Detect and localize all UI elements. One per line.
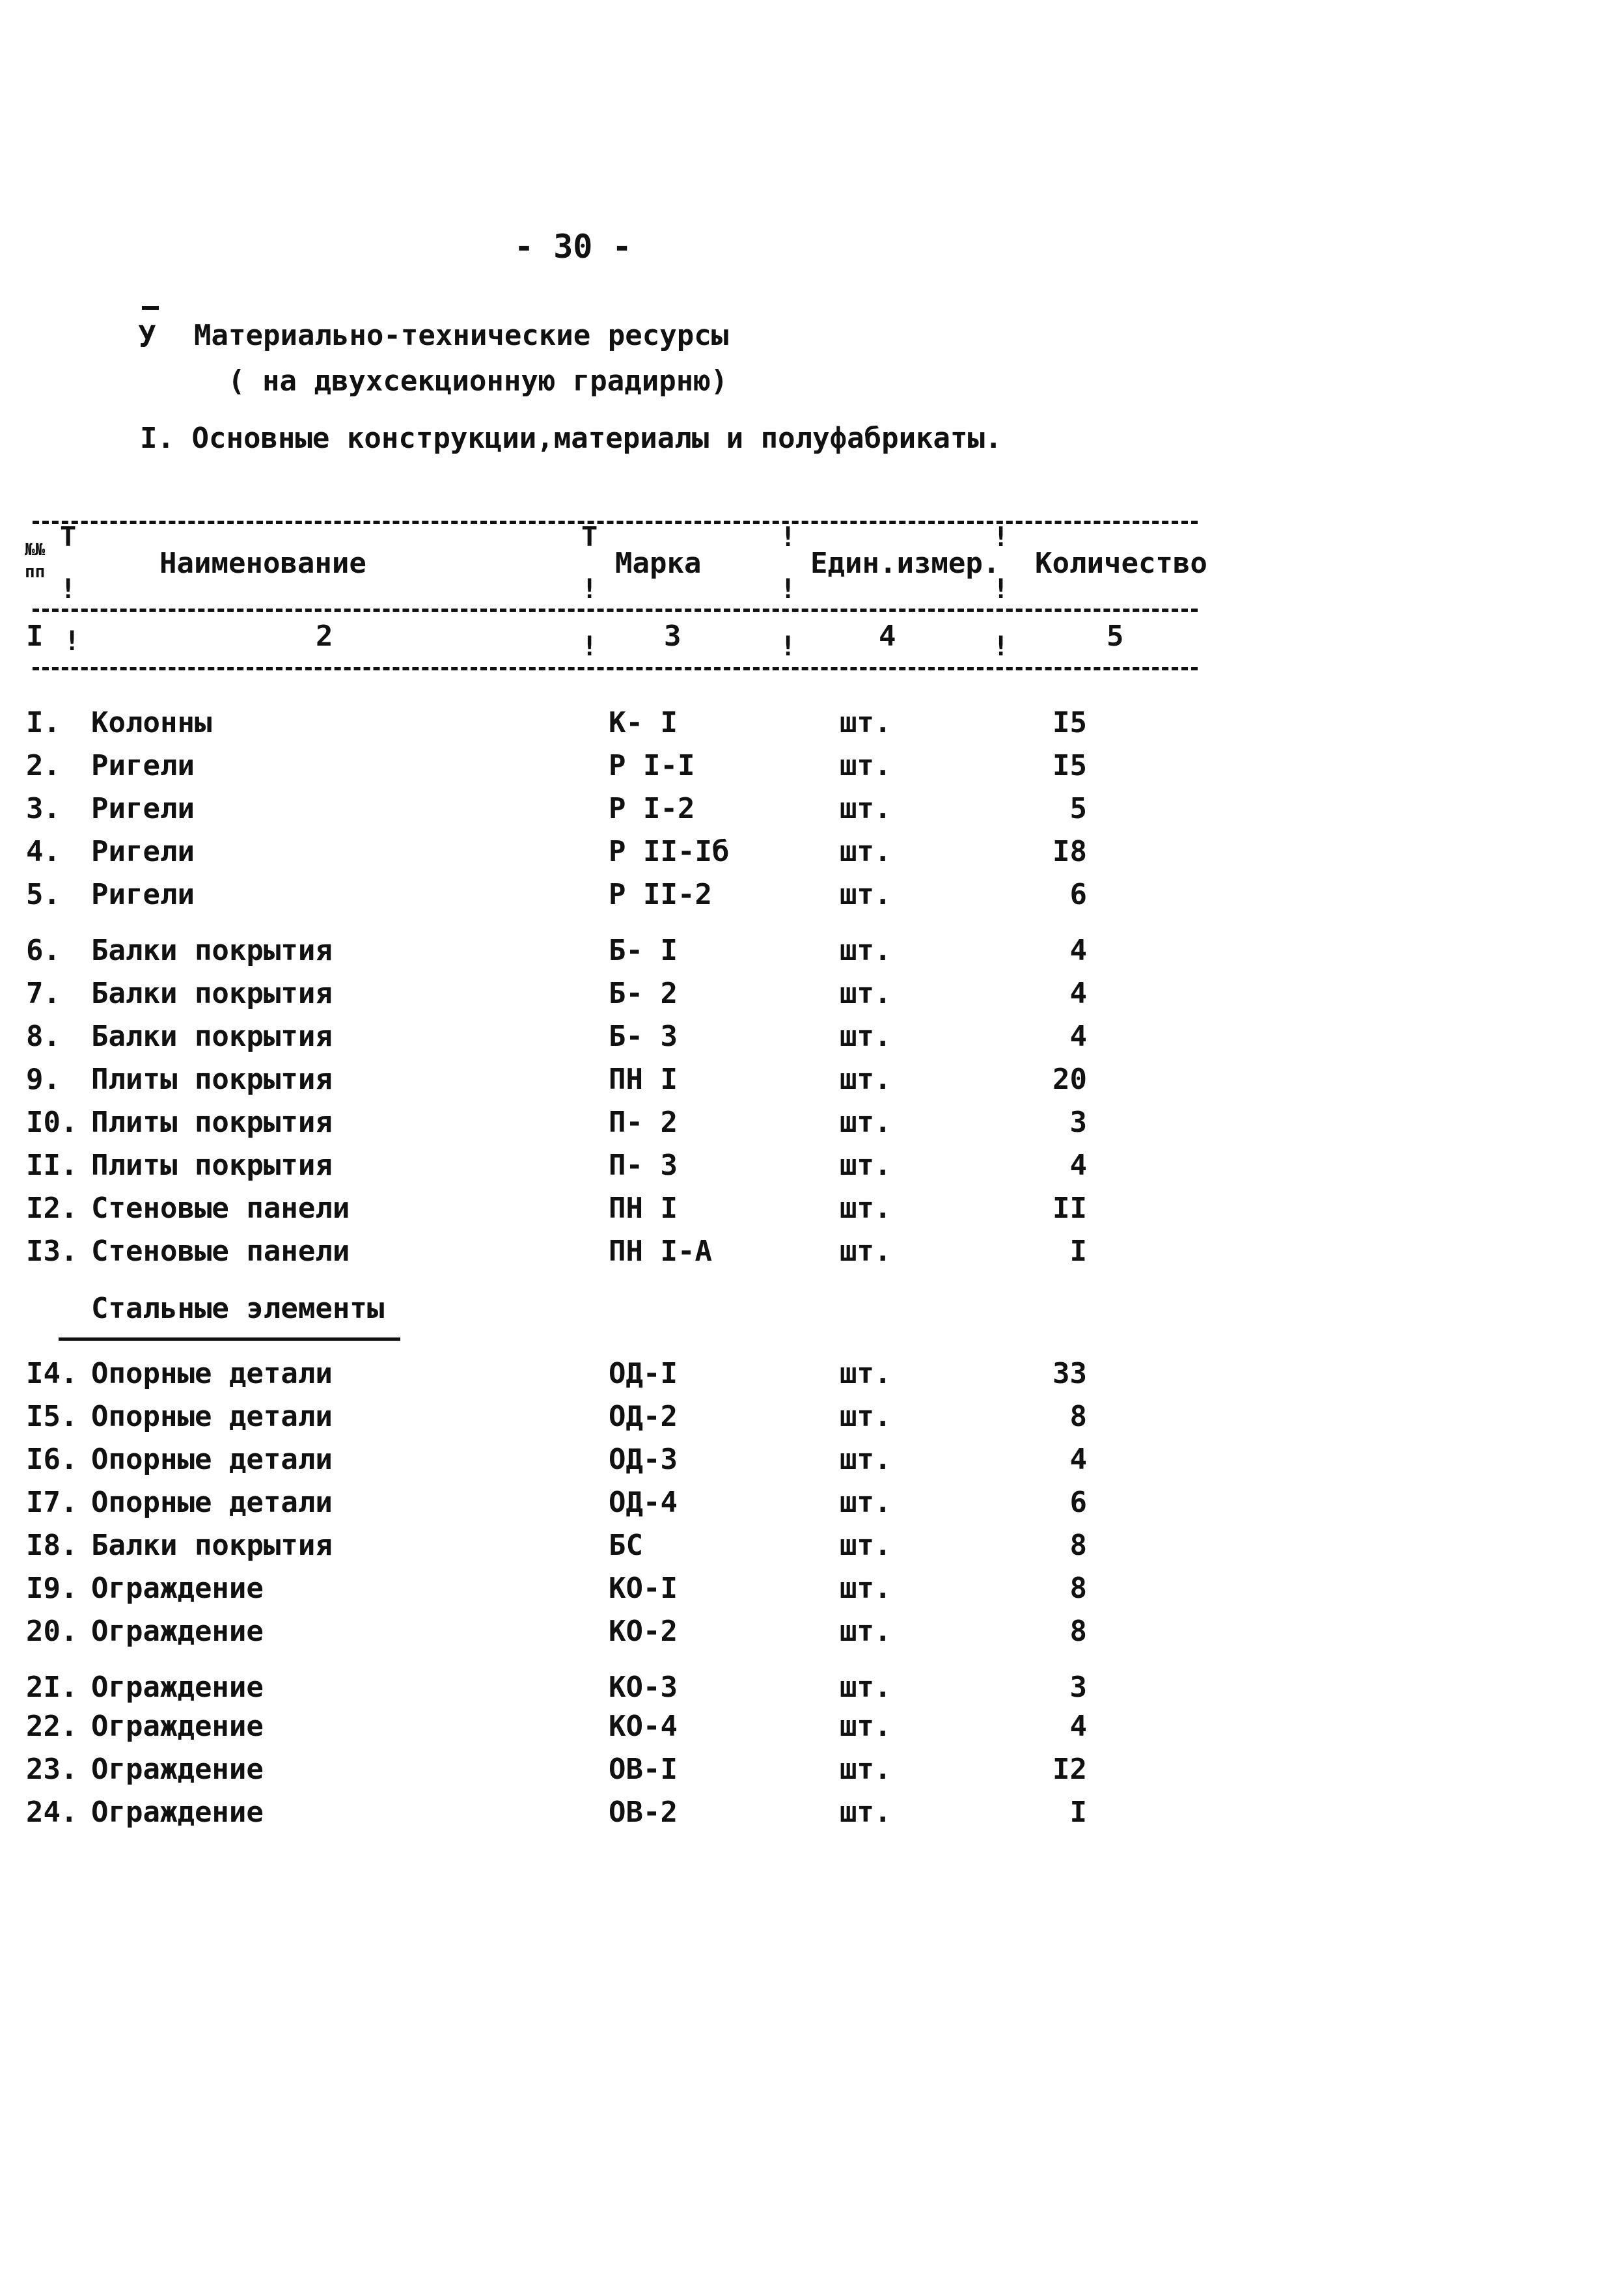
row-quantity: 4 <box>1069 934 1087 967</box>
row-name: Ограждение <box>91 1753 264 1786</box>
row-mark: КО-3 <box>609 1671 678 1704</box>
row-name: Балки покрытия <box>91 1529 333 1562</box>
colnum-3: 3 <box>664 620 681 653</box>
row-name: Опорные детали <box>91 1400 333 1433</box>
row-quantity: 20 <box>1053 1063 1087 1096</box>
row-unit: шт. <box>840 1443 892 1476</box>
row-unit: шт. <box>840 1020 892 1053</box>
row-number: 8. <box>26 1020 61 1053</box>
row-mark: ОД-I <box>609 1357 678 1390</box>
row-number: 20. <box>26 1615 78 1648</box>
row-number: I. <box>26 706 61 739</box>
group-heading-underline <box>59 1337 400 1341</box>
header-separator: ! <box>60 573 77 605</box>
row-quantity: 4 <box>1069 1149 1087 1182</box>
row-name: Ригели <box>91 878 195 911</box>
row-name: Ригели <box>91 835 195 868</box>
row-unit: шт. <box>840 1063 892 1096</box>
row-mark: КО-I <box>609 1572 678 1605</box>
row-quantity: 8 <box>1069 1615 1087 1648</box>
row-name: Стеновые панели <box>91 1235 350 1268</box>
row-name: Колонны <box>91 706 212 739</box>
colnum-4: 4 <box>879 620 896 653</box>
row-mark: К- I <box>609 706 678 739</box>
row-number: 6. <box>26 934 61 967</box>
row-quantity: 4 <box>1069 1020 1087 1053</box>
header-separator: ! <box>581 573 598 605</box>
header-separator: ! <box>581 630 598 662</box>
row-unit: шт. <box>840 1796 892 1829</box>
row-number: 5. <box>26 878 61 911</box>
section-subtitle: ( на двухсекционную градирню) <box>228 364 728 398</box>
row-mark: ПН I <box>609 1063 678 1096</box>
row-name: Ограждение <box>91 1710 264 1743</box>
row-quantity: 8 <box>1069 1529 1087 1562</box>
row-unit: шт. <box>840 1671 892 1704</box>
row-name: Опорные детали <box>91 1443 333 1476</box>
row-unit: шт. <box>840 1357 892 1390</box>
row-mark: ОВ-2 <box>609 1796 678 1829</box>
row-mark: Р II-Iб <box>609 835 730 868</box>
row-mark: ОД-4 <box>609 1486 678 1519</box>
row-quantity: I <box>1069 1796 1087 1829</box>
row-unit: шт. <box>840 1572 892 1605</box>
row-mark: Р I-I <box>609 749 695 782</box>
row-unit: шт. <box>840 1529 892 1562</box>
row-mark: Б- 2 <box>609 977 678 1010</box>
row-quantity: I2 <box>1053 1753 1087 1786</box>
colnum-1: I <box>26 620 44 653</box>
section-roman-numeral: У <box>138 319 156 354</box>
row-unit: шт. <box>840 1486 892 1519</box>
header-top-rule <box>33 521 1198 524</box>
row-quantity: 5 <box>1069 792 1087 825</box>
row-unit: шт. <box>840 1615 892 1648</box>
row-mark: ОД-3 <box>609 1443 678 1476</box>
row-quantity: 6 <box>1069 878 1087 911</box>
header-num: №№ пп <box>25 540 46 582</box>
header-separator: ! <box>780 630 797 662</box>
row-name: Балки покрытия <box>91 934 333 967</box>
header-unit: Един.измер. <box>810 547 1000 580</box>
row-name: Стеновые панели <box>91 1192 350 1225</box>
row-number: 2I. <box>26 1671 78 1704</box>
row-unit: шт. <box>840 706 892 739</box>
row-unit: шт. <box>840 1400 892 1433</box>
row-unit: шт. <box>840 977 892 1010</box>
row-unit: шт. <box>840 1710 892 1743</box>
row-mark: Б- 3 <box>609 1020 678 1053</box>
row-unit: шт. <box>840 878 892 911</box>
row-name: Ограждение <box>91 1671 264 1704</box>
row-quantity: 3 <box>1069 1671 1087 1704</box>
row-quantity: 33 <box>1053 1357 1087 1390</box>
header-separator: ! <box>993 630 1010 662</box>
row-number: I8. <box>26 1529 78 1562</box>
row-number: 22. <box>26 1710 78 1743</box>
row-quantity: 8 <box>1069 1400 1087 1433</box>
header-qty: Количество <box>1035 547 1207 580</box>
row-unit: шт. <box>840 1753 892 1786</box>
group-heading-steel: Стальные элементы <box>91 1292 385 1325</box>
row-number: II. <box>26 1149 78 1182</box>
row-number: I7. <box>26 1486 78 1519</box>
row-name: Опорные детали <box>91 1486 333 1519</box>
row-unit: шт. <box>840 749 892 782</box>
row-number: 4. <box>26 835 61 868</box>
row-mark: КО-4 <box>609 1710 678 1743</box>
row-number: 2. <box>26 749 61 782</box>
row-unit: шт. <box>840 934 892 967</box>
row-name: Ригели <box>91 792 195 825</box>
row-name: Ригели <box>91 749 195 782</box>
header-name: Наименование <box>159 547 366 580</box>
header-mark: Марка <box>615 547 702 580</box>
row-mark: Р I-2 <box>609 792 695 825</box>
row-quantity: 8 <box>1069 1572 1087 1605</box>
row-mark: ОД-2 <box>609 1400 678 1433</box>
row-quantity: 3 <box>1069 1106 1087 1139</box>
row-number: 7. <box>26 977 61 1010</box>
row-mark: Р II-2 <box>609 878 712 911</box>
header-separator: ! <box>780 573 797 605</box>
row-quantity: I8 <box>1053 835 1087 868</box>
row-unit: шт. <box>840 835 892 868</box>
row-name: Ограждение <box>91 1572 264 1605</box>
header-separator: ! <box>780 521 797 553</box>
row-number: 23. <box>26 1753 78 1786</box>
row-name: Ограждение <box>91 1615 264 1648</box>
row-unit: шт. <box>840 1106 892 1139</box>
row-name: Плиты покрытия <box>91 1063 333 1096</box>
row-number: I2. <box>26 1192 78 1225</box>
row-number: I9. <box>26 1572 78 1605</box>
row-mark: П- 2 <box>609 1106 678 1139</box>
row-name: Опорные детали <box>91 1357 333 1390</box>
row-mark: П- 3 <box>609 1149 678 1182</box>
row-name: Балки покрытия <box>91 977 333 1010</box>
header-separator: ! <box>993 573 1010 605</box>
row-quantity: 4 <box>1069 1710 1087 1743</box>
row-mark: ПН I-А <box>609 1235 712 1268</box>
row-mark: Б- I <box>609 934 678 967</box>
row-number: I6. <box>26 1443 78 1476</box>
row-number: 3. <box>26 792 61 825</box>
row-quantity: II <box>1053 1192 1087 1225</box>
row-quantity: 6 <box>1069 1486 1087 1519</box>
page-number: - 30 - <box>514 228 632 266</box>
row-number: I3. <box>26 1235 78 1268</box>
colnum-5: 5 <box>1107 620 1124 653</box>
row-quantity: I5 <box>1053 706 1087 739</box>
subsection-title: I. Основные конструкции,материалы и полуфабрикаты. <box>140 422 1002 455</box>
row-number: I5. <box>26 1400 78 1433</box>
row-number: 24. <box>26 1796 78 1829</box>
row-quantity: 4 <box>1069 977 1087 1010</box>
header-mid-rule <box>33 609 1198 612</box>
row-quantity: I <box>1069 1235 1087 1268</box>
row-mark: ОВ-I <box>609 1753 678 1786</box>
row-number: I0. <box>26 1106 78 1139</box>
row-mark: ПН I <box>609 1192 678 1225</box>
row-mark: БС <box>609 1529 643 1562</box>
row-number: I4. <box>26 1357 78 1390</box>
row-quantity: I5 <box>1053 749 1087 782</box>
header-bottom-rule <box>33 667 1198 670</box>
row-unit: шт. <box>840 1149 892 1182</box>
row-name: Плиты покрытия <box>91 1106 333 1139</box>
section-title: Материально-технические ресурсы <box>194 319 729 352</box>
colnum-2: 2 <box>316 620 333 653</box>
row-unit: шт. <box>840 1192 892 1225</box>
header-separator: T <box>60 521 77 553</box>
row-name: Плиты покрытия <box>91 1149 333 1182</box>
row-mark: КО-2 <box>609 1615 678 1648</box>
header-separator: T <box>581 521 598 553</box>
row-name: Ограждение <box>91 1796 264 1829</box>
row-unit: шт. <box>840 792 892 825</box>
row-number: 9. <box>26 1063 61 1096</box>
row-quantity: 4 <box>1069 1443 1087 1476</box>
header-separator: ! <box>64 625 81 657</box>
row-name: Балки покрытия <box>91 1020 333 1053</box>
row-unit: шт. <box>840 1235 892 1268</box>
header-separator: ! <box>993 521 1010 553</box>
